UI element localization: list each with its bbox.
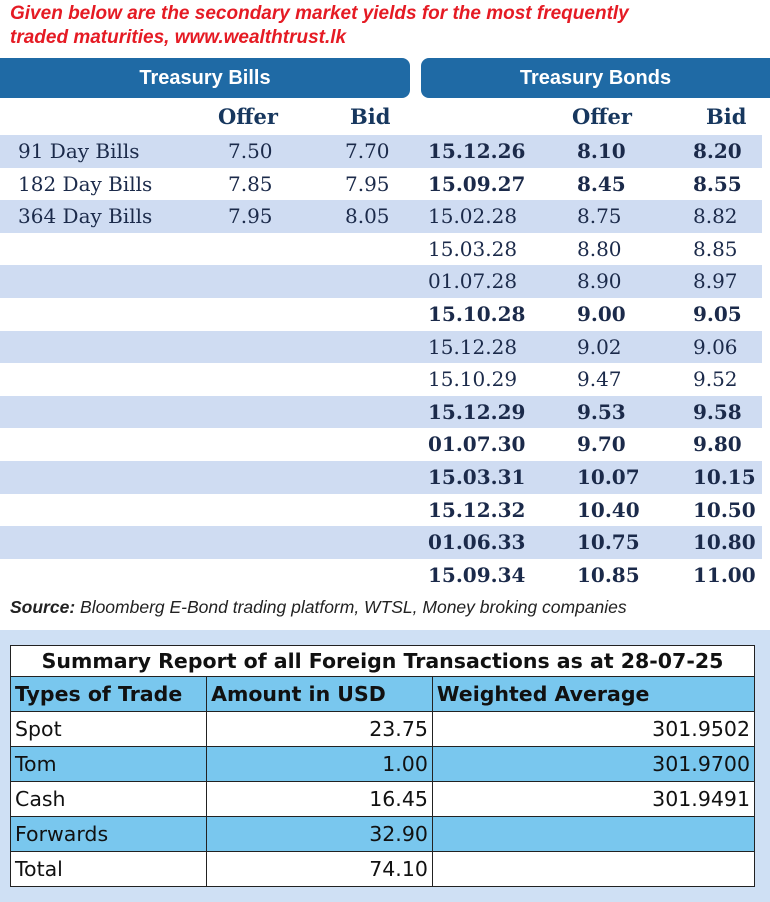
table-row bbox=[0, 363, 762, 396]
bond-maturity: 15.03.31 bbox=[428, 465, 526, 489]
bond-bid: 9.05 bbox=[693, 302, 742, 326]
bond-offer: 9.47 bbox=[577, 367, 622, 392]
intro-text bbox=[10, 2, 760, 50]
table-row bbox=[0, 200, 762, 233]
bond-maturity: 15.02.28 bbox=[428, 204, 518, 229]
bond-maturity: 15.12.29 bbox=[428, 399, 526, 424]
bill-bid: 7.95 bbox=[345, 171, 390, 196]
table-row bbox=[0, 168, 762, 201]
bonds-offer-header: Offer bbox=[572, 104, 632, 129]
amount: 23.75 bbox=[207, 712, 433, 747]
bond-bid: 10.15 bbox=[693, 465, 756, 489]
bond-maturity: 15.03.28 bbox=[428, 236, 518, 261]
bills-offer-header: Offer bbox=[218, 104, 278, 129]
table-row bbox=[0, 233, 762, 266]
intro-line-1: Given below are the secondary market yields for the most frequently bbox=[10, 3, 629, 24]
bill-bid: 7.70 bbox=[345, 139, 390, 163]
table-row bbox=[0, 265, 762, 298]
bond-bid: 8.97 bbox=[693, 269, 738, 294]
trade-type: Total bbox=[11, 852, 207, 887]
trade-type: Spot bbox=[11, 712, 207, 747]
bond-bid: 9.58 bbox=[693, 399, 742, 424]
table-row bbox=[0, 461, 762, 494]
bond-maturity: 15.10.28 bbox=[428, 302, 526, 326]
table-row bbox=[11, 782, 755, 817]
amount: 32.90 bbox=[207, 817, 433, 852]
bond-bid: 8.85 bbox=[693, 236, 738, 261]
amount: 16.45 bbox=[207, 782, 433, 817]
source-text: Bloomberg E-Bond trading platform, WTSL, Money broking companies bbox=[75, 597, 627, 617]
table-row bbox=[0, 331, 762, 364]
bond-maturity: 15.09.34 bbox=[428, 562, 526, 587]
bill-offer: 7.95 bbox=[228, 204, 273, 229]
bond-bid: 8.82 bbox=[693, 204, 738, 229]
summary-header-row bbox=[11, 677, 755, 712]
weighted-average: 301.9502 bbox=[432, 712, 754, 747]
trade-type: Tom bbox=[11, 747, 207, 782]
intro-line-2: traded maturities, www.wealthtrust.lk bbox=[10, 27, 347, 48]
bond-bid: 9.52 bbox=[693, 367, 738, 392]
bond-maturity: 01.07.28 bbox=[428, 269, 518, 294]
bill-offer: 7.85 bbox=[228, 171, 273, 196]
bond-maturity: 01.07.30 bbox=[428, 432, 526, 457]
bond-bid: 9.06 bbox=[693, 334, 738, 359]
bond-offer: 10.85 bbox=[577, 562, 640, 587]
source-label: Source: bbox=[10, 597, 76, 617]
bill-name: 182 Day Bills bbox=[18, 171, 153, 196]
amount: 1.00 bbox=[207, 747, 433, 782]
table-row bbox=[11, 712, 755, 747]
bond-bid: 9.80 bbox=[693, 432, 742, 457]
bond-maturity: 15.12.26 bbox=[428, 139, 526, 163]
table-row bbox=[0, 526, 762, 559]
bond-bid: 10.50 bbox=[693, 497, 756, 522]
bond-bid: 10.80 bbox=[693, 530, 756, 555]
table-row bbox=[11, 852, 755, 887]
bond-maturity: 01.06.33 bbox=[428, 530, 526, 555]
bond-offer: 9.70 bbox=[577, 432, 626, 457]
bond-bid: 8.55 bbox=[693, 171, 742, 196]
yields-table bbox=[0, 58, 770, 593]
bill-bid: 8.05 bbox=[345, 204, 390, 229]
header-amount-usd: Amount in USD bbox=[207, 677, 433, 712]
table-row bbox=[0, 396, 762, 429]
weighted-average bbox=[432, 852, 754, 887]
bond-offer: 10.07 bbox=[577, 465, 640, 489]
bond-offer: 8.80 bbox=[577, 236, 622, 261]
bond-maturity: 15.09.27 bbox=[428, 171, 526, 196]
table-row bbox=[0, 298, 762, 331]
table-row bbox=[11, 747, 755, 782]
table-row bbox=[0, 135, 762, 168]
bond-offer: 8.45 bbox=[577, 171, 626, 196]
summary-title: Summary Report of all Foreign Transactions as at 28-07-25 bbox=[11, 646, 755, 677]
bond-maturity: 15.12.28 bbox=[428, 334, 518, 359]
bond-maturity: 15.12.32 bbox=[428, 497, 526, 522]
bond-offer: 10.75 bbox=[577, 530, 640, 555]
bond-offer: 8.90 bbox=[577, 269, 622, 294]
bond-offer: 8.75 bbox=[577, 204, 622, 229]
bond-offer: 8.10 bbox=[577, 139, 626, 163]
bond-bid: 11.00 bbox=[693, 562, 756, 587]
bills-bid-header: Bid bbox=[350, 104, 391, 129]
trade-type: Forwards bbox=[11, 817, 207, 852]
header-weighted-average: Weighted Average bbox=[432, 677, 754, 712]
summary-table bbox=[10, 645, 755, 887]
bill-name: 364 Day Bills bbox=[18, 204, 153, 229]
bond-offer: 9.00 bbox=[577, 302, 626, 326]
weighted-average: 301.9700 bbox=[432, 747, 754, 782]
table-row bbox=[0, 428, 762, 461]
bonds-bid-header: Bid bbox=[706, 104, 747, 129]
bond-offer: 9.02 bbox=[577, 334, 622, 359]
bond-bid: 8.20 bbox=[693, 139, 742, 163]
bond-offer: 9.53 bbox=[577, 399, 626, 424]
table-row bbox=[0, 494, 762, 527]
header-types-of-trade: Types of Trade bbox=[11, 677, 207, 712]
treasury-bills-header: Treasury Bills bbox=[0, 58, 410, 98]
table-row bbox=[0, 559, 762, 592]
table-row bbox=[11, 817, 755, 852]
weighted-average: 301.9491 bbox=[432, 782, 754, 817]
bond-maturity: 15.10.29 bbox=[428, 367, 518, 392]
source-note bbox=[10, 597, 627, 618]
bill-name: 91 Day Bills bbox=[18, 139, 140, 163]
weighted-average bbox=[432, 817, 754, 852]
bond-offer: 10.40 bbox=[577, 497, 640, 522]
amount: 74.10 bbox=[207, 852, 433, 887]
bill-offer: 7.50 bbox=[228, 139, 273, 163]
trade-type: Cash bbox=[11, 782, 207, 817]
treasury-bonds-header: Treasury Bonds bbox=[421, 58, 770, 98]
